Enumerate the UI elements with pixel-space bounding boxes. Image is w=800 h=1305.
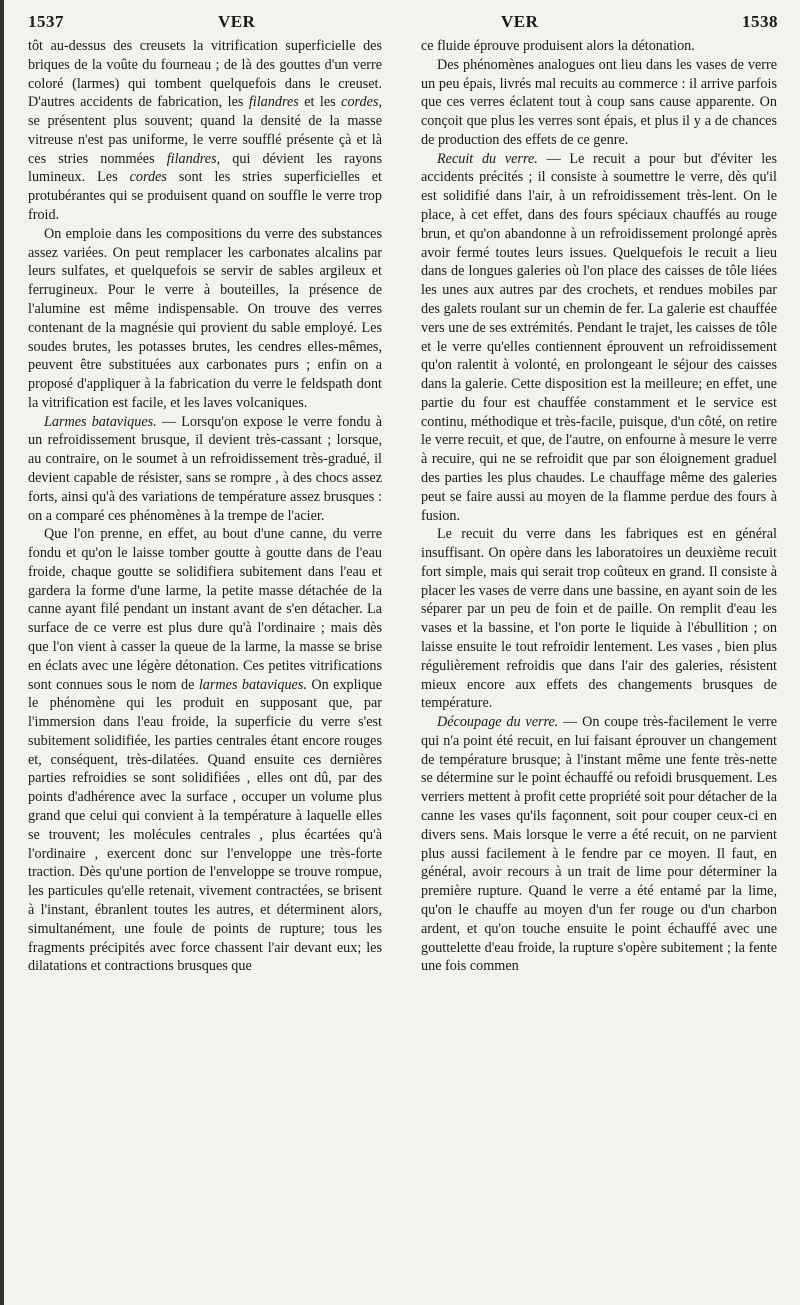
left-column xyxy=(28,37,382,976)
paragraph: Le recuit du verre dans les fabriques est en général insuffisant. On opère dans les laboratoires un deuxième recuit fort simple, mais qui serait trop coûteux en grand. Il consiste à placer les vases de verre dans une bassine, en ayant soin de les séparer par un peu de foin et de paille. On remplit d'eau les vases et la bassine, et l'on porte le liquide à l'ébullition ; on laisse ensuite le tout refroidir lentement. Les vases , bien plus régulièrement refroidis que dans l'air des galeries, résistent mieux encore aux effets des changements brusques de température. xyxy=(421,526,777,712)
page-header xyxy=(28,12,778,38)
running-head-left: VER xyxy=(218,12,256,31)
paragraph-decoupage: Découpage du verre. — On coupe très-facilement le verre qui n'a point été recuit, en lui faisant éprouver un changement de température brusque; à l'instant même une fente très-nette se détermine sur le point échauffé ou refoidi brusquement. Les verriers mettent à profit cette propriété soit pour détacher de la canne les vases qu'ils façonnent, soit pour couper ceux-ci en divers sens. Mais lorsque le verre a été recuit, on ne parvient plus aussi facilement à le fendre par ce moyen. Il faut, en général, avoir recours à un trait de lime pour déterminer la première rupture. Quand le verre a été entamé par la lime, qu'on le chauffe au moyen d'un fer rouge ou d'un charbon ardent, et qu'on touche ensuite le point échauffé avec une gouttelette d'eau froide, la rupture s'opère subitement ; la fente une fois commen xyxy=(421,714,778,975)
binding-edge xyxy=(0,0,4,1305)
paragraph-larmes-bataviques: Larmes bataviques. — Lorsqu'on expose le verre fondu à un refroidissement brusque, il devient très-cassant ; lorsque, au contraire, on le soumet à un refroidissement très-gradué, il devient capable de résister, sans se rompre , à des chocs assez forts, ainsi qu'à des variations de température assez brusques : on a comparé ces phénomènes à la trempe de l'acier. xyxy=(28,413,382,524)
right-column xyxy=(421,37,777,976)
paragraph: On emploie dans les compositions du verre des substances assez variées. On peut remplacer les carbonates alcalins par leurs sulfates, et quelquefois se servir de sables argileux et ferrugineux. Pour le verre à bouteilles, la présence de l'alumine est même indispensable. On trouve des verres contenant de la magnésie qui provient du sable employé. Les soudes brutes, les potasses brutes, les cendres elles-mêmes, peuvent être substituées aux carbonates purs ; enfin on a proposé d'appliquer à la fabrication du verre le feldspath dont la vitrification est facile, et les laves volcaniques. xyxy=(28,225,382,411)
paragraph: Que l'on prenne, en effet, au bout d'une canne, du verre fondu et qu'on le laisse tomber goutte à goutte dans de l'eau froide, chaque goutte se solidifiera subitement dans l'eau et gardera la forme d'une larme, la petite masse détachée de la canne ayant filé pendant un instant avant de s'en détacher. La surface de ce verre est plus dure qu'à l'ordinaire ; mais dès que l'on vient à casser la queue de la larme, la masse se brise en éclats avec une légère détonation. Ces petites vitrifications sont connues sous le nom de larmes bataviques. On explique le phénomène qui les produit en supposant que, par l'immersion dans l'eau froide, la superficie du verre s'est subitement solidifiée, les parties centrales étant encore rouges et, conséquent, très-dilatées. Quand ensuite ces dernières parties refroidies se sont solidifiées , elles ont dû, par des points d'adhérence avec la surface , occuper un volume plus grand que celui qui convient à la température à laquelle elles se trouvent; les molécules centrales , plus écartées qu'à l'ordinaire , exercent donc sur l'enveloppe une très-forte traction. Dès qu'une portion de l'enveloppe se trouve rompue, les particules qu'elle retenait, vivement contractées, se brisent à l'instant, ébranlent toutes les autres, et déterminent alors, simultanément, une foule de points de rupture; tous les fragments précipités avec force chassent l'air devant eux; les dilatations et contractions brusques que xyxy=(28,526,382,975)
paragraph-recuit: Recuit du verre. — Le recuit a pour but d'éviter les accidents précités ; il consiste à soumettre le verre, dès qu'il est solidifié dans l'air, à un refroidissement très-lent. On le place, à cet effet, dans des fours spéciaux chauffés au rouge brun, et qu'on abandonne à un refroidissement prolongé après avoir fermé toutes leurs issues. Quelquefois le recuit a lieu dans de longues galeries où l'on place des caisses de tôle liées les unes aux autres par des crochets, et rendues mobiles par des galets roulant sur un chemin de fer. La galerie est chauffée vers une de ses extrémités. Pendant le trajet, les caisses de tôle et le verre qu'elles contiennent éprouvent un refroidissement qu'on ralentit à volonté, en prolongeant le séjour des caisses dans la galerie. Cette disposition est la meilleure; en effet, une partie du four est chauffée constamment et le service est continu, méthodique et très-facile, puisque, d'un côté, on retire le verre recuit, et que, de l'autre, on enfourne à mesure le verre à recuire, qui ne se refroidit que par son éloignement graduel des parties les plus chaudes. Le chauffage même des galeries peut se faire aussi au moyen de la flamme perdue des fours à fusion. xyxy=(421,150,777,524)
paragraph: Des phénomènes analogues ont lieu dans les vases de verre un peu épais, livrés mal recuits au commerce : il arrive parfois que ces verres éclatent tout à coup sans cause apparente. On conçoit que plus les verres sont épais, et plus il y a de chances de production des effets de ce genre. xyxy=(421,56,777,148)
page-number-left: 1537 xyxy=(28,12,64,31)
paragraph: ce fluide éprouve produisent alors la détonation. xyxy=(421,38,695,54)
page-number-right: 1538 xyxy=(742,12,778,31)
paragraph: tôt au-dessus des creusets la vitrification superficielle des briques de la voûte du fourneau ; de là des gouttes d'un verre coloré (larmes) qui tombent quelquefois dans le creuset. D'autres accidents de fabrication, les filandres et les cordes, se présentent plus souvent; quand la densité de la masse vitreuse n'est pas uniforme, le verre soufflé présente çà et là ces stries nommées filandres, qui dévient les rayons lumineux. Les cordes sont les stries superficielles et protubérantes qui se produisent quand on souffle le verre trop froid. xyxy=(28,38,382,224)
running-head-right: VER xyxy=(501,12,539,31)
